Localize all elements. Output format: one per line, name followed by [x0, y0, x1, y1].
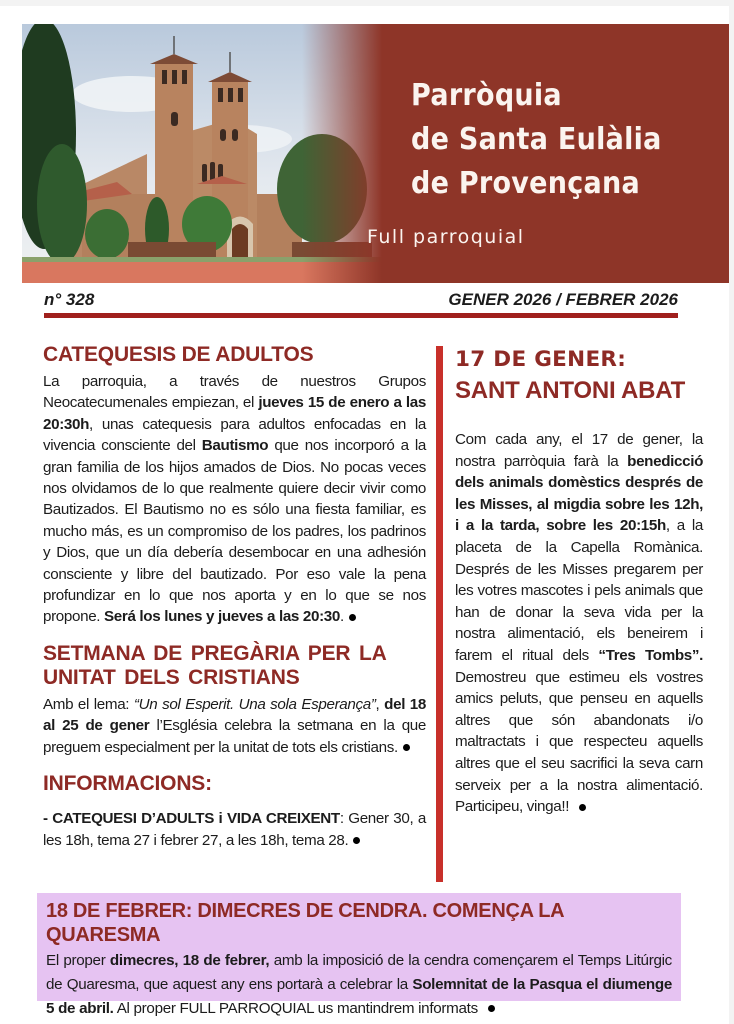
text: Amb el lema: [43, 695, 134, 713]
text: La parroquia, a través de nuestros Grupos Neocatecumenales empiezan, el [43, 373, 426, 412]
publication-subtitle: Full parroquial [367, 226, 525, 248]
end-bullet-icon [403, 744, 410, 751]
column-accent-bar [436, 346, 443, 882]
right-column [455, 344, 703, 818]
parish-name [411, 74, 690, 206]
text: , unas catequesis para adultos enfocadas en la vivencia consciente del [43, 415, 426, 455]
text: , [375, 695, 385, 713]
church-photo [22, 24, 382, 283]
highlight-date: jueves 15 de enero a las 20:30h [43, 394, 426, 433]
text: que nos incorporó a la gran familia de los hijos amados de Dios. No pocas veces nos olvidamos de lo que realmente quiere decir vivir como Bautizados. El Bautismo no es sólo una fiesta familiar, es mucho más, es un compromiso de los padres, los padrinos y Dios, que un día debería desembocar en una adhesión consciente y libre del bautizado. Por eso vale la pena profundizar en lo que nos aporta y en lo que se nos propone. [43, 437, 426, 626]
text: El proper [46, 952, 110, 969]
issue-info [44, 286, 678, 314]
section-title: SETMANA DE PREGÀRIA PER LA UNITAT DELS CRISTIANS [43, 641, 386, 689]
issue-number: n° 328 [44, 290, 95, 309]
section-title-sant-antoni [455, 344, 703, 406]
highlight-easter: Solemnitat de la Pasqua el diumenge 5 de abril. [46, 976, 672, 1017]
section-quaresma [37, 893, 681, 1017]
section-body [455, 429, 703, 818]
highlight-term: Bautismo [201, 437, 269, 455]
left-column [43, 336, 426, 851]
info-item-label: - CATEQUESI D’ADULTS i VIDA CREIXENT [43, 810, 340, 828]
text: : Gener 30, a les 18h, tema 27 i febrer 27, a les 18h, tema 28. [43, 810, 426, 849]
highlight-dates: del 18 al 25 de gener [43, 695, 426, 735]
text: Demostreu que estimeu els vostres amics peluts, que penseu en aquells altres que són abandonats i/o maltractats i que respecteu aquells altres que el seu sacrifici la seva carn serveix per a la nostra alimentació. Participeu, vinga!! [455, 668, 703, 816]
section-body [43, 808, 426, 851]
section-title: CATEQUESIS DE ADULTOS [43, 343, 314, 366]
highlight-ritual: “Tres Tombs”. [598, 646, 703, 664]
section-body [46, 949, 672, 1021]
section-informacions [43, 772, 426, 851]
header-banner [22, 24, 729, 283]
highlight-schedule: Será los lunes y jueves a las 20:30 [104, 608, 340, 626]
text: Com cada any, el 17 de gener, la nostra parròquia farà la [455, 431, 703, 470]
section-title: 18 DE FEBRER: DIMECRES DE CENDRA. COMENÇA LA QUARESMA [46, 900, 564, 946]
section-title: INFORMACIONS: [43, 772, 212, 796]
end-bullet-icon [579, 804, 586, 811]
text: amb la imposició de la cendra començarem el Temps Litúrgic de Quaresma, que aquest any ens portarà a celebrar la [46, 952, 672, 993]
section-body [43, 694, 426, 758]
section-body [43, 371, 426, 628]
parish-name-line-1: Parròquia [411, 78, 562, 113]
issue-date: GENER 2026 / FEBRER 2026 [448, 290, 678, 309]
end-bullet-icon [488, 1005, 495, 1012]
parish-name-line-2: de Santa Eulàlia [411, 122, 662, 157]
title-line-2: SANT ANTONI ABAT [455, 377, 686, 404]
text: l’Església celebra la setmana en la que preguem especialment per la unitat de tots els cristians. [43, 717, 426, 756]
title-line-1: 17 DE GENER: [455, 347, 627, 372]
motto: “Un sol Esperit. Una sola Esperança” [133, 695, 376, 713]
text: . [340, 608, 344, 626]
highlight-schedule: benedicció dels animals domèstics després de les Misses, al migdia sobre les 12h, i a la tarda, sobre les 20:15h [455, 452, 703, 535]
parish-name-line-3: de Provençana [411, 166, 641, 201]
end-bullet-icon [349, 614, 356, 621]
section-catequesis [43, 343, 426, 628]
header-divider [44, 313, 678, 318]
newsletter-page [0, 6, 729, 1024]
text: , a la placeta de la Capella Romànica. Després de les Misses pregarem per les votres mascotes i pels animals que han de donar la seva vida per la nostra alimentació, els beneirem i farem el ritual dels [455, 517, 703, 664]
end-bullet-icon [353, 837, 360, 844]
section-setmana-pregaria [43, 642, 426, 758]
text: Al proper FULL PARROQUIAL us mantindrem informats [113, 1000, 478, 1017]
highlight-date: dimecres, 18 de febrer, [109, 952, 270, 969]
